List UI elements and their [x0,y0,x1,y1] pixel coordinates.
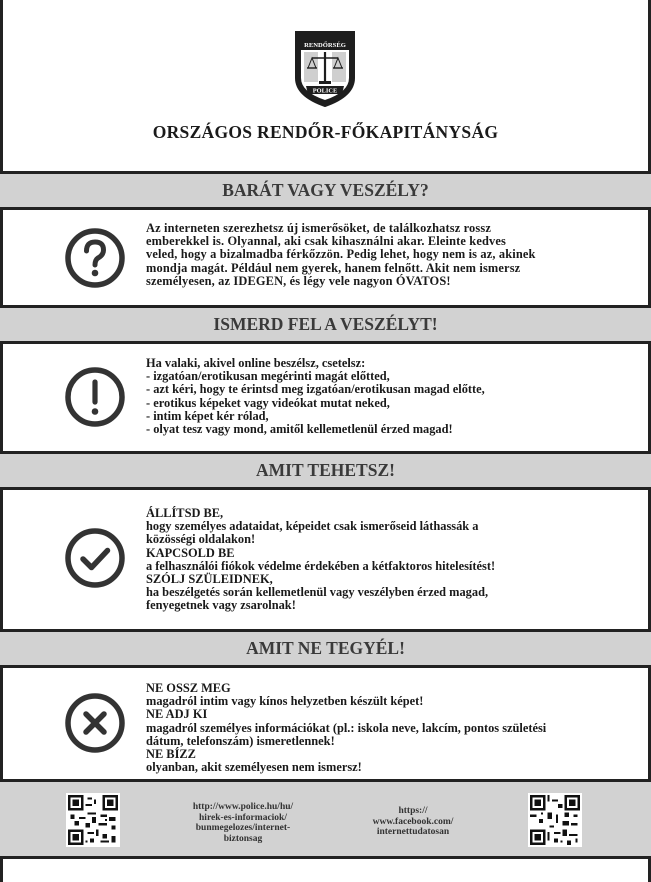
body-line: ÁLLÍTSD BE, [146,506,224,520]
link-line: internettudatosan [376,827,450,837]
section-title: AMIT TEHETSZ! [256,460,395,480]
section-header-what-not-to-do [0,629,651,668]
link-line: hirek-es-informaciok/ [199,812,287,823]
logo-bottom-text: POLICE [312,87,338,95]
body-line: NE ADJ KI [146,707,208,722]
section-header-recognize-danger [0,305,651,344]
body-line: NE BÍZZ [146,747,196,762]
body-line: mondja magát. Például nem gyerek, hanem felnőtt. Akit nem ismersz [146,260,521,275]
police-website-link[interactable] [168,802,318,844]
qr-code-left[interactable] [66,793,120,847]
question-icon [64,227,126,289]
body-line: - azt kéri, hogy te érintsd meg izgatóan/erotikusan magad előtte, [146,382,485,397]
section-body-recognize-danger [146,357,485,436]
body-line: hogy személyes adataidat, képeidet csak ismerőseid láthassák a [146,519,479,534]
footer-panel [0,782,651,856]
body-line: ha beszélgetés során kellemetlenül vagy veszélyben érzed magad, [146,585,489,600]
body-line: - olyat tesz vagy mond, amitől kellemetlenül érzed magad! [146,422,453,437]
link-line: biztonsag [223,833,263,844]
link-line: http://www.police.hu/hu/ [192,802,294,812]
body-line: dátum, telefonszám) ismeretlennek! [146,733,335,748]
cross-icon [64,692,126,754]
link-line: www.facebook.com/ [372,816,454,827]
body-line: személyesen, az IDEGEN, és légy vele nagyon ÓVATOS! [146,273,451,288]
qr-code-right[interactable] [528,793,582,847]
section-body-what-not-to-do [146,682,546,774]
section-title: AMIT NE TEGYÉL! [246,638,405,658]
section-title: ISMERD FEL A VESZÉLYT! [213,314,438,334]
body-line: fenyegetnek vagy zsarolnak! [146,598,296,613]
exclamation-icon [64,366,126,428]
body-line: KAPCSOLD BE [146,545,235,560]
section-body-what-you-can-do [146,507,495,613]
body-line: Ha valaki, akivel online beszélsz, csetelsz: [146,356,366,370]
body-line: a felhasználói fiókok védelme érdekében a kétfaktoros hitelesítést! [146,558,496,573]
body-line: veled, hogy a bizalmadba férkőzzön. Pedig lehet, hogy nem is az, akinek [146,247,536,262]
body-line: NE OSSZ MEG [146,681,231,695]
body-line: - intim képet kér rólad, [146,408,269,423]
organization-title: ORSZÁGOS RENDŐR-FŐKAPITÁNYSÁG [152,122,499,142]
link-line: bunmegelozes/internet- [195,823,291,833]
body-line: Az interneten szerezhetsz új ismerősöket, de találkozhatsz rossz [146,221,491,235]
body-line: olyanban, akit személyesen nem ismersz! [146,760,362,775]
body-line: magadról személyes információkat (pl.: iskola neve, lakcím, pontos születési [146,720,547,735]
section-header-friend-or-danger [0,171,651,210]
body-line: SZÓLJ SZÜLEIDNEK, [146,572,273,587]
body-line: magadról intim vagy kínos helyzetben készült képet! [146,694,424,709]
footer-bottom-divider [0,856,651,859]
body-line: közösségi oldalakon! [146,532,256,547]
police-badge-logo [292,26,358,108]
section-header-what-you-can-do [0,451,651,490]
body-line: - erotikus képeket vagy videókat mutat neked, [146,395,390,410]
section-title: BARÁT VAGY VESZÉLY? [222,180,429,200]
section-body-friend-or-danger [146,222,614,288]
link-line: https:// [398,806,428,816]
facebook-page-link[interactable] [353,806,473,838]
body-line: - izgatóan/erotikusan megérinti magát előtted, [146,369,390,384]
logo-top-text: RENDŐRSÉG [304,42,346,49]
checkmark-icon [64,527,126,589]
body-line: emberekkel is. Olyannal, aki csak kihasználni akar. Eleinte kedves [146,234,506,249]
